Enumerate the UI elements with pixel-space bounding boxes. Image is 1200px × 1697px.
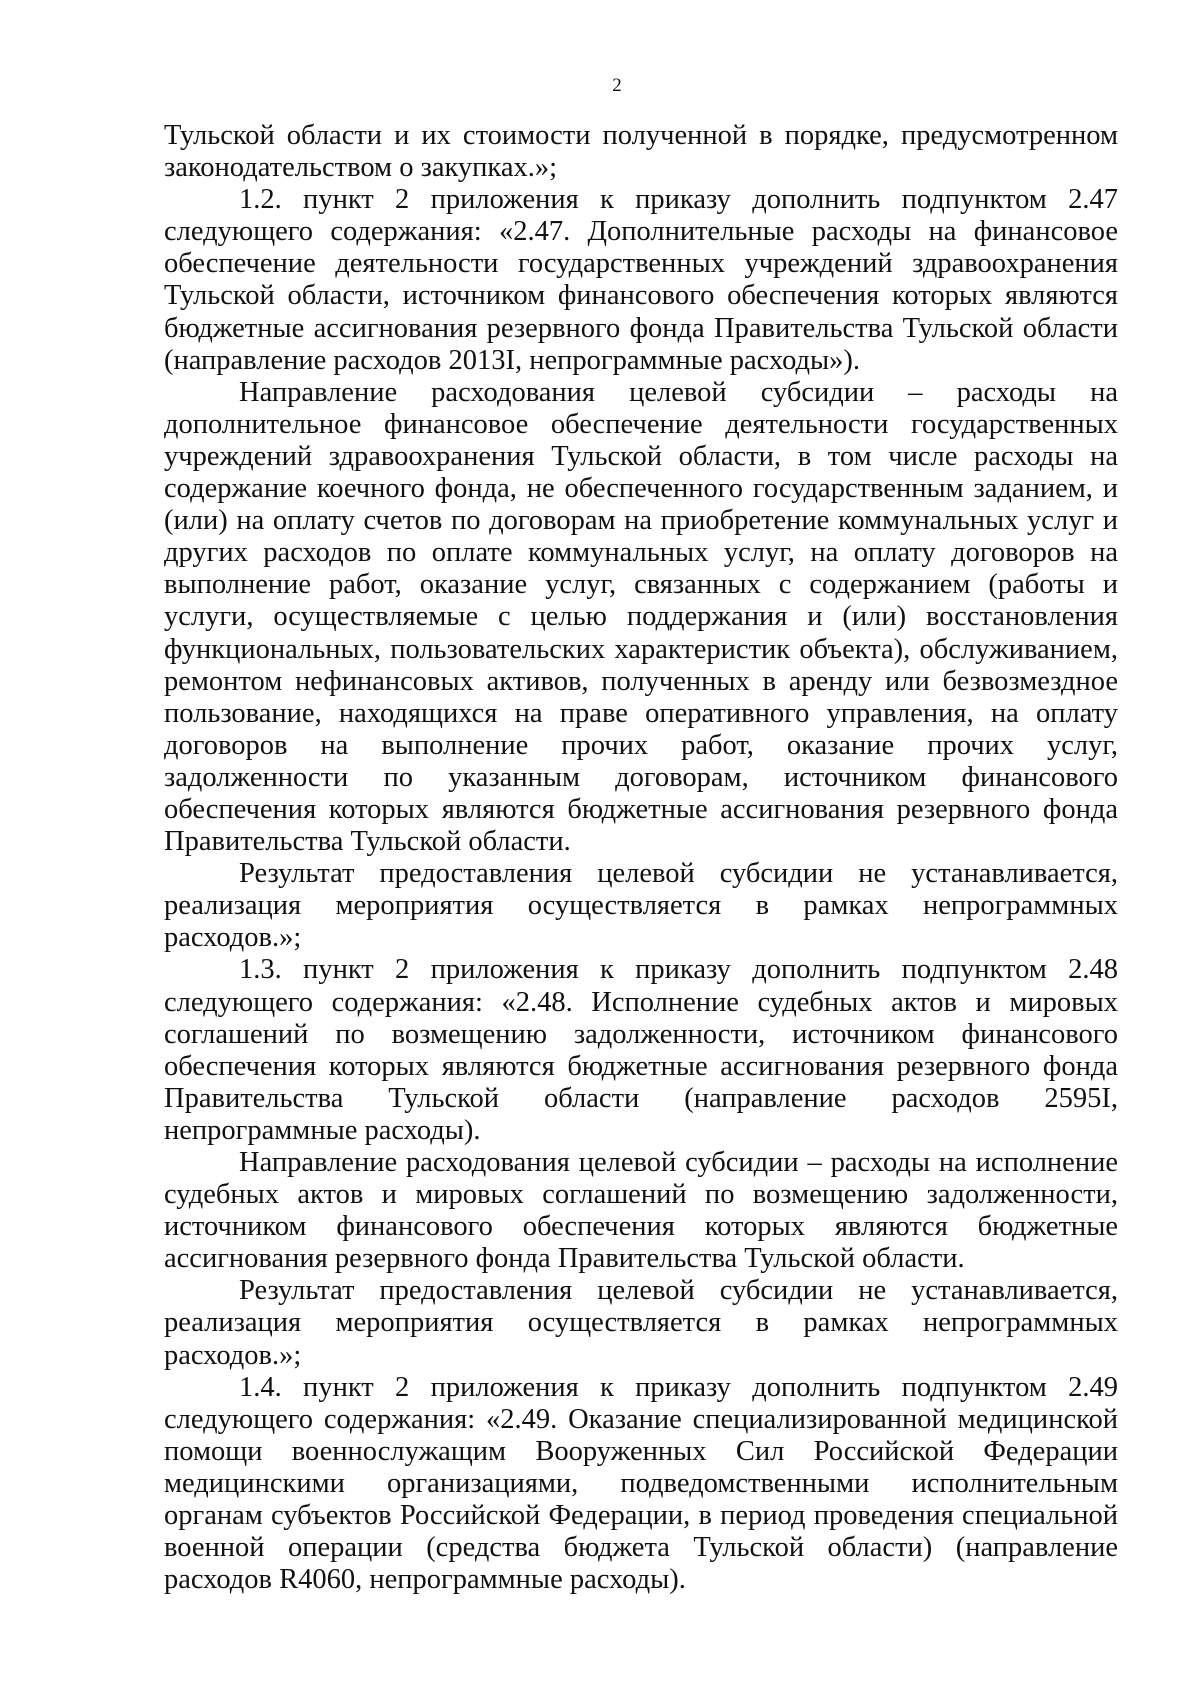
page-number: 2 xyxy=(612,75,622,96)
document-body xyxy=(164,120,1118,1596)
paragraph-result-2-48: Результат предоставления целевой субсидии не устанавливается, реализация мероприятия осуществляется в рамках непрограммных расходов.»; xyxy=(164,1275,1118,1371)
paragraph-item-1-4: 1.4. пункт 2 приложения к приказу дополнить подпунктом 2.49 следующего содержания: «2.49. Оказание специализированной медицинской помощи военнослужащим Вооруженных Сил Российской Федерации медицинскими организациями, подведомственными исполнительным органам субъектов Российской Федерации, в период проведения специальной военной операции (средства бюджета Тульской области) (направление расходов R4060, непрограммные расходы). xyxy=(164,1371,1118,1596)
paragraph-result-2-47: Результат предоставления целевой субсидии не устанавливается, реализация мероприятия осуществляется в рамках непрограммных расходов.»; xyxy=(164,858,1118,954)
paragraph-item-1-2: 1.2. пункт 2 приложения к приказу дополнить подпунктом 2.47 следующего содержания: «2.47. Дополнительные расходы на финансовое обеспечение деятельности государственных учреждений здравоохранения Тульской области, источником финансового обеспечения которых являются бюджетные ассигнования резервного фонда Правительства Тульской области (направление расходов 2013I, непрограммные расходы»). xyxy=(164,184,1118,376)
paragraph-direction-2-47: Направление расходования целевой субсидии – расходы на дополнительное финансовое обеспечение деятельности государственных учреждений здравоохранения Тульской области, в том числе расходы на содержание коечного фонда, не обеспеченного государственным заданием, и (или) на оплату счетов по договорам на приобретение коммунальных услуг и других расходов по оплате коммунальных услуг, на оплату договоров на выполнение работ, оказание услуг, связанных с содержанием (работы и услуги, осуществляемые с целью поддержания и (или) восстановления функциональных, пользовательских характеристик объекта), обслуживанием, ремонтом нефинансовых активов, полученных в аренду или безвозмездное пользование, находящихся на праве оперативного управления, на оплату договоров на выполнение прочих работ, оказание прочих услуг, задолженности по указанным договорам, источником финансового обеспечения которых являются бюджетные ассигнования резервного фонда Правительства Тульской области. xyxy=(164,376,1118,858)
paragraph-continuation: Тульской области и их стоимости полученной в порядке, предусмотренном законодательством о закупках.»; xyxy=(164,120,1118,184)
paragraph-item-1-3: 1.3. пункт 2 приложения к приказу дополнить подпунктом 2.48 следующего содержания: «2.48. Исполнение судебных актов и мировых соглашений по возмещению задолженности, источником финансового обеспечения которых являются бюджетные ассигнования резервного фонда Правительства Тульской области (направление расходов 2595I, непрограммные расходы). xyxy=(164,954,1118,1146)
paragraph-direction-2-48: Направление расходования целевой субсидии – расходы на исполнение судебных актов и мировых соглашений по возмещению задолженности, источником финансового обеспечения которых являются бюджетные ассигнования резервного фонда Правительства Тульской области. xyxy=(164,1147,1118,1275)
